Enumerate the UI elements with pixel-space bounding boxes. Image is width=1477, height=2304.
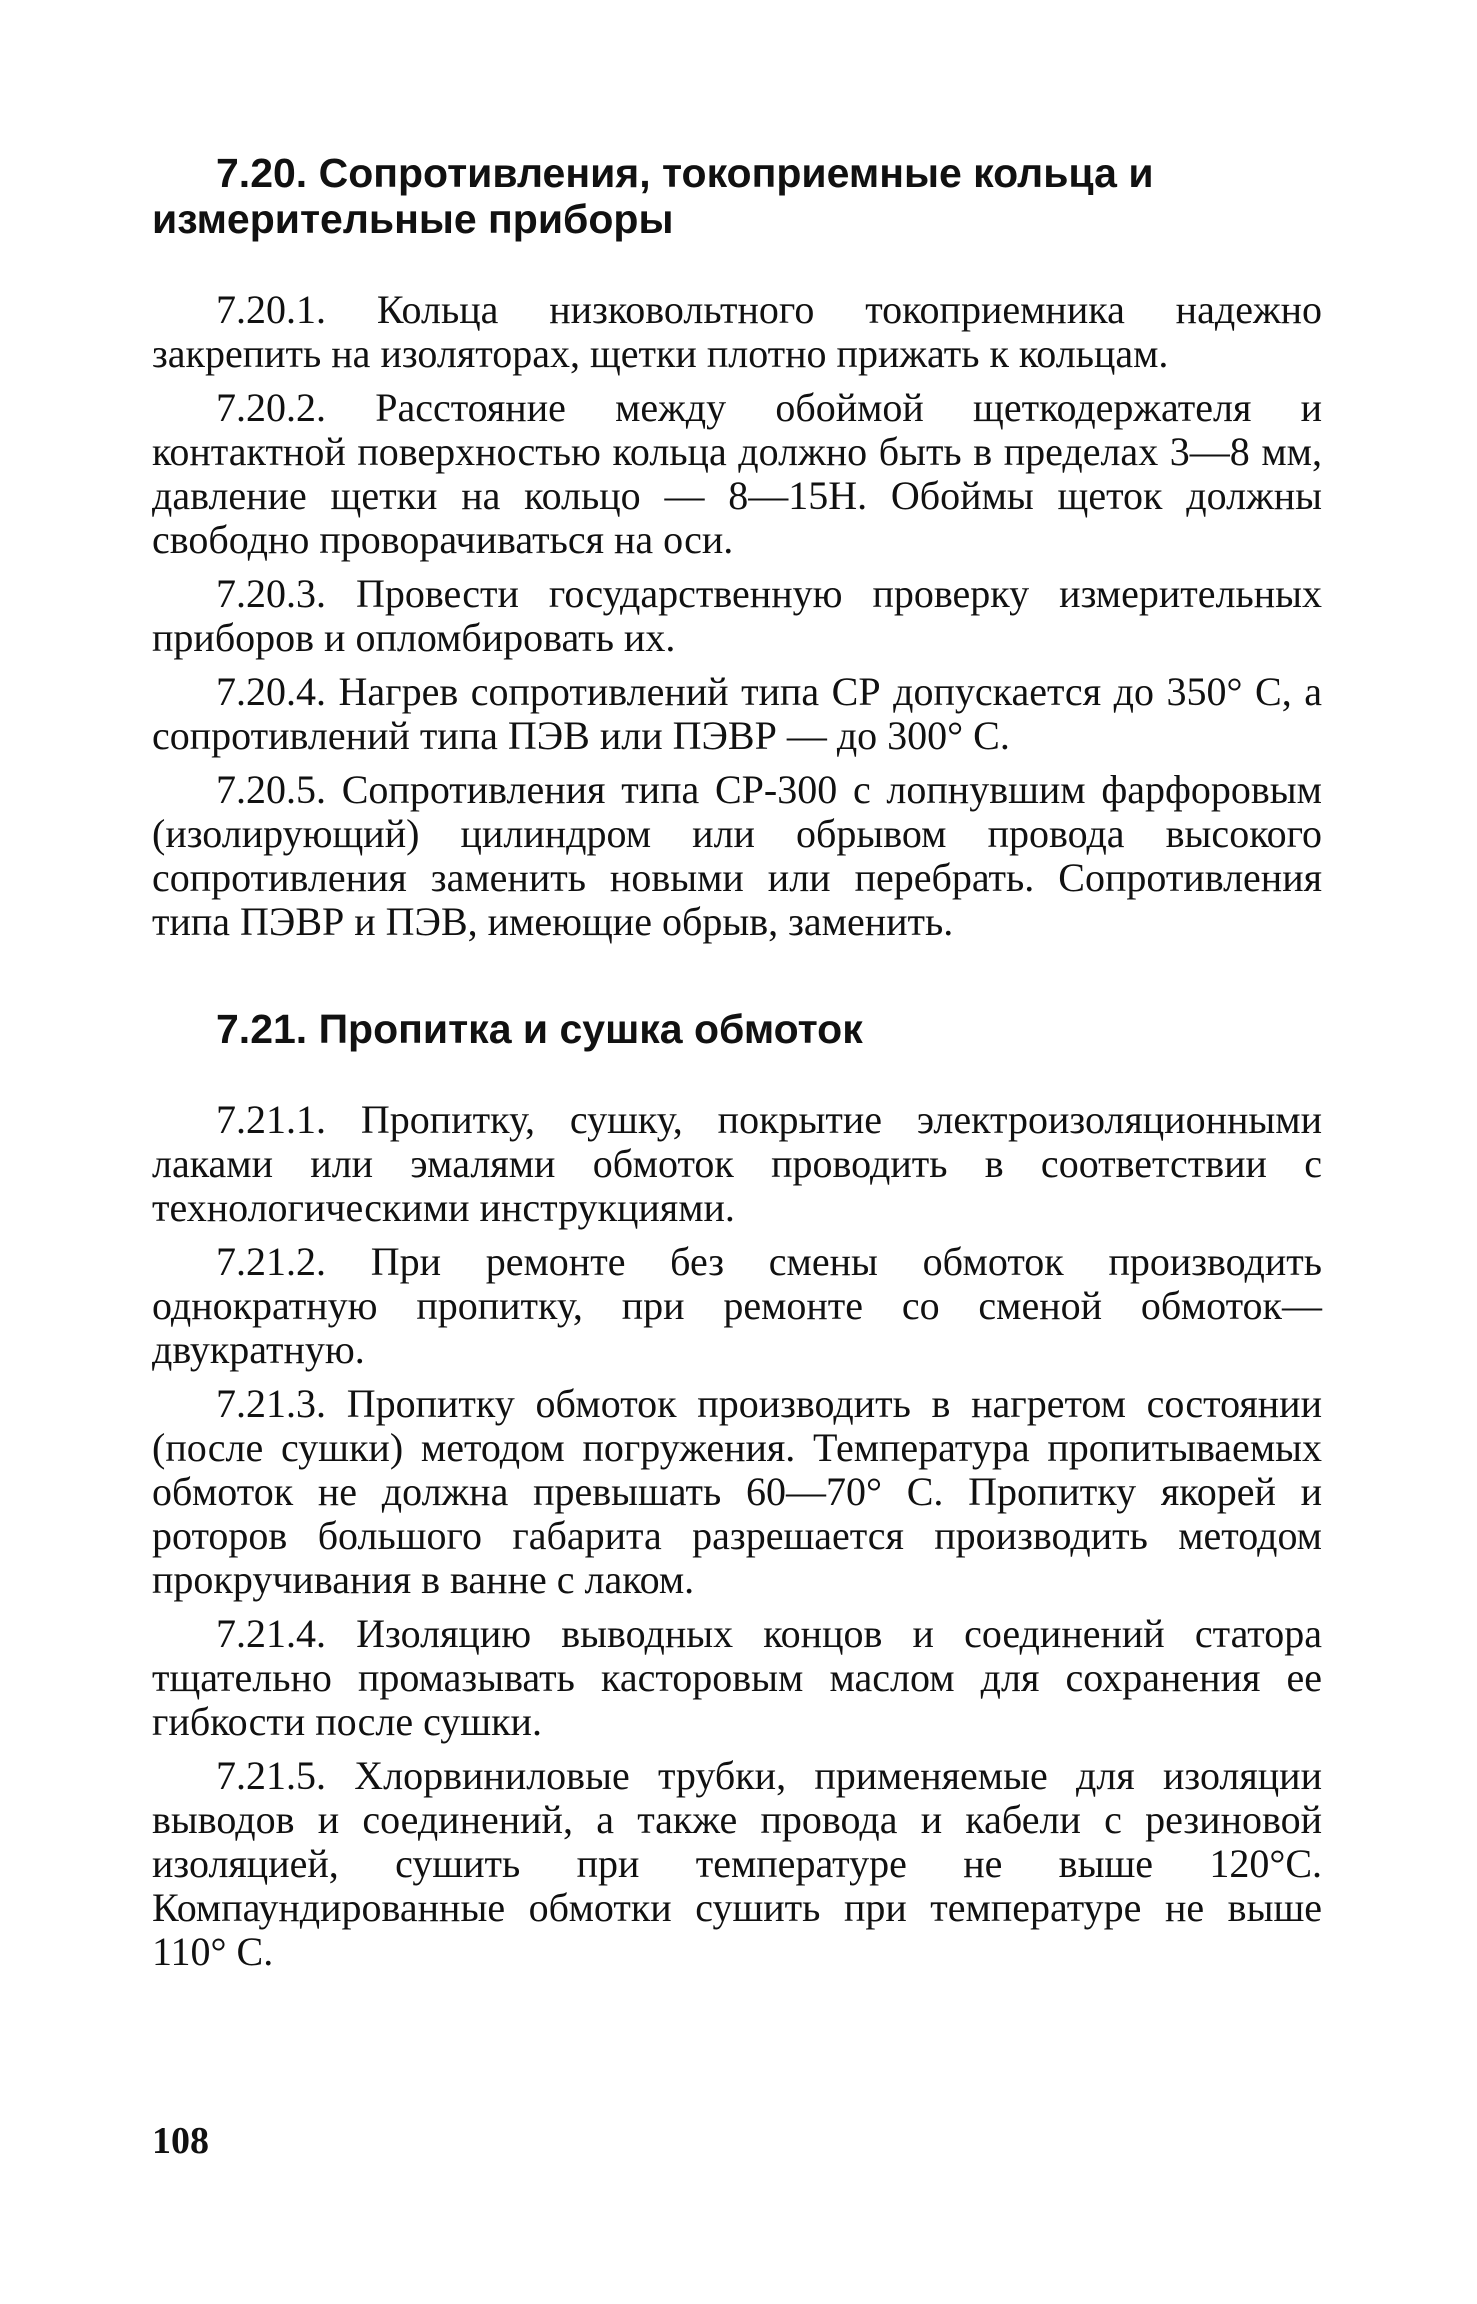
paragraph-7-21-1: 7.21.1. Пропитку, сушку, покрытие электроизоляционными лаками или эмалями обмоток проводить в соответствии с технологическими инструкциями. — [152, 1097, 1322, 1230]
paragraph-7-21-5: 7.21.5. Хлорвиниловые трубки, применяемые для изоляции выводов и соединений, а также провода и кабели с резиновой изоляцией, сушить при температуре не выше 120°С. Компаундированные обмотки сушить при температуре не выше 110° С. — [152, 1753, 1322, 1974]
section-heading-7-21 — [152, 1006, 1322, 1052]
paragraph-7-20-2: 7.20.2. Расстояние между обоймой щеткодержателя и контактной поверхностью кольца должно быть в пределах 3—8 мм, давление щетки на кольцо — 8—15Н. Обоймы щеток должны свободно проворачиваться на оси. — [152, 385, 1322, 562]
paragraph-7-21-4: 7.21.4. Изоляцию выводных концов и соединений статора тщательно промазывать касторовым маслом для сохранения ее гибкости после сушки. — [152, 1611, 1322, 1744]
paragraph-7-20-1: 7.20.1. Кольца низковольтного токоприемника надежно закрепить на изоляторах, щетки плотно прижать к кольцам. — [152, 287, 1322, 376]
page-content — [152, 150, 1322, 1984]
section-heading-7-20 — [152, 150, 1322, 242]
paragraph-7-21-2: 7.21.2. При ремонте без смены обмоток производить однократную пропитку, при ремонте со сменой обмоток— двукратную. — [152, 1239, 1322, 1372]
paragraph-7-20-3: 7.20.3. Провести государственную проверку измерительных приборов и опломбировать их. — [152, 571, 1322, 660]
section-heading-text: 7.21. Пропитка и сушка обмоток — [216, 1006, 863, 1052]
paragraph-7-21-3: 7.21.3. Пропитку обмоток производить в нагретом состоянии (после сушки) методом погружения. Температура пропитываемых обмоток не должна превышать 60—70° С. Пропитку якорей и роторов большого габарита разрешается производить методом прокручивания в ванне с лаком. — [152, 1381, 1322, 1602]
paragraph-7-20-5: 7.20.5. Сопротивления типа СР-300 с лопнувшим фарфоровым (изолирующий) цилиндром или обрывом провода высокого сопротивления заменить новыми или перебрать. Сопротивления типа ПЭВР и ПЭВ, имеющие обрыв, заменить. — [152, 767, 1322, 944]
paragraph-7-20-4: 7.20.4. Нагрев сопротивлений типа СР допускается до 350° С, а сопротивлений типа ПЭВ или ПЭВР — до 300° С. — [152, 669, 1322, 758]
section-heading-text: 7.20. Сопротивления, токоприемные кольца и измерительные приборы — [152, 150, 1154, 242]
page-number: 108 — [152, 2120, 209, 2162]
